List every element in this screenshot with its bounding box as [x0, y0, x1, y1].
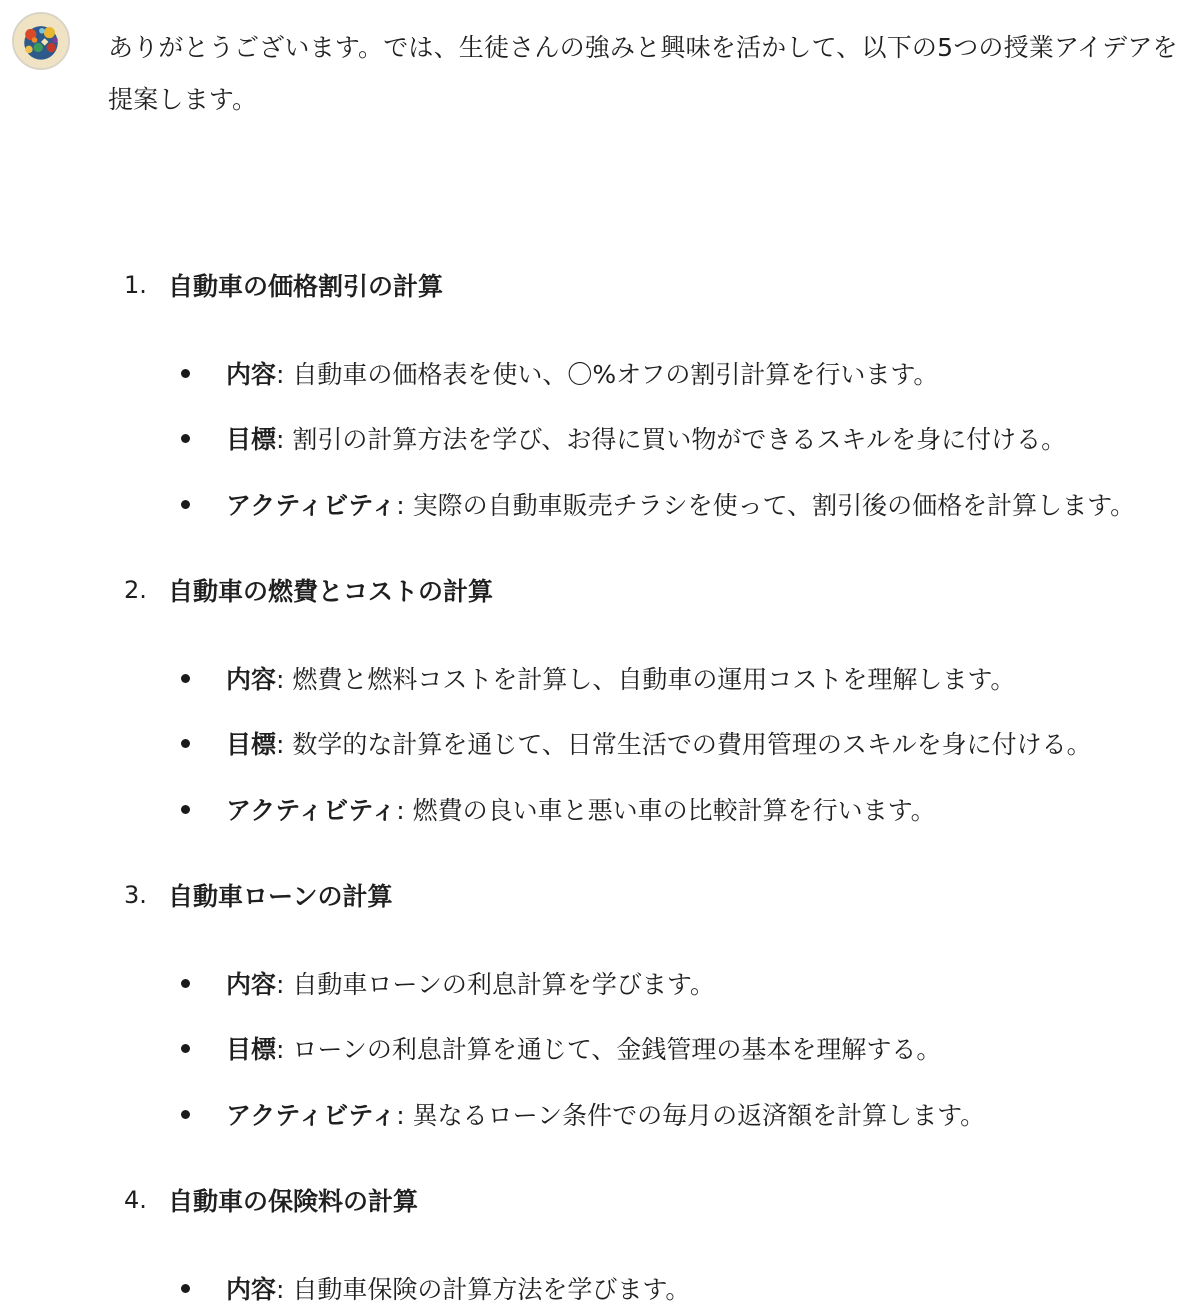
detail-text: : 実際の自動車販売チラシを使って、割引後の価格を計算します。 [396, 491, 1136, 520]
lesson-idea-number: 3. [124, 881, 147, 909]
bullet-icon [181, 1044, 190, 1053]
detail-label: アクティビティ [226, 796, 397, 825]
detail-label: アクティビティ [226, 491, 397, 520]
detail-label: アクティビティ [226, 1101, 397, 1130]
bullet-icon [181, 674, 190, 683]
detail-label: 目標 [226, 1035, 277, 1064]
detail-text: : ローンの利息計算を通じて、金銭管理の基本を理解する。 [276, 1035, 942, 1064]
lesson-idea-title: 自動車ローンの計算 [168, 882, 393, 911]
lesson-idea-number: 1. [124, 271, 147, 299]
detail-text: : 割引の計算方法を学び、お得に買い物ができるスキルを身に付ける。 [276, 425, 1067, 454]
detail-text: : 自動車保険の計算方法を学びます。 [276, 1275, 691, 1304]
detail-label: 目標 [226, 425, 277, 454]
detail-text: : 自動車ローンの利息計算を学びます。 [276, 970, 715, 999]
intro-text: ありがとうございます。では、生徒さんの強みと興味を活かして、以下の5つの授業アイデアを提案します。 [108, 33, 1178, 114]
detail-text: : 数学的な計算を通じて、日常生活での費用管理のスキルを身に付ける。 [276, 730, 1092, 759]
bullet-icon [181, 500, 190, 509]
detail-label: 内容 [226, 1275, 277, 1304]
detail-text: : 異なるローン条件での毎月の返済額を計算します。 [396, 1101, 986, 1130]
bullet-icon [181, 1284, 190, 1293]
lesson-idea-number: 2. [124, 576, 147, 604]
detail-text: : 燃費と燃料コストを計算し、自動車の運用コストを理解します。 [276, 665, 1016, 694]
bullet-icon [181, 979, 190, 988]
bullet-icon [181, 739, 190, 748]
detail-label: 内容 [226, 360, 277, 389]
detail-label: 内容 [226, 970, 277, 999]
assistant-avatar [12, 12, 70, 70]
lesson-idea-number: 4. [124, 1186, 147, 1214]
bullet-icon [181, 805, 190, 814]
assistant-avatar-icon [14, 14, 68, 68]
detail-text: : 燃費の良い車と悪い車の比較計算を行います。 [396, 796, 936, 825]
lesson-idea-title: 自動車の保険料の計算 [168, 1187, 419, 1216]
detail-text: : 自動車の価格表を使い、〇%オフの割引計算を行います。 [276, 360, 939, 389]
assistant-message [108, 22, 1188, 1304]
lesson-idea-title: 自動車の価格割引の計算 [168, 272, 444, 301]
bullet-icon [181, 1110, 190, 1119]
lesson-idea-title: 自動車の燃費とコストの計算 [168, 577, 494, 606]
detail-label: 目標 [226, 730, 277, 759]
bullet-icon [181, 369, 190, 378]
bullet-icon [181, 434, 190, 443]
detail-label: 内容 [226, 665, 277, 694]
